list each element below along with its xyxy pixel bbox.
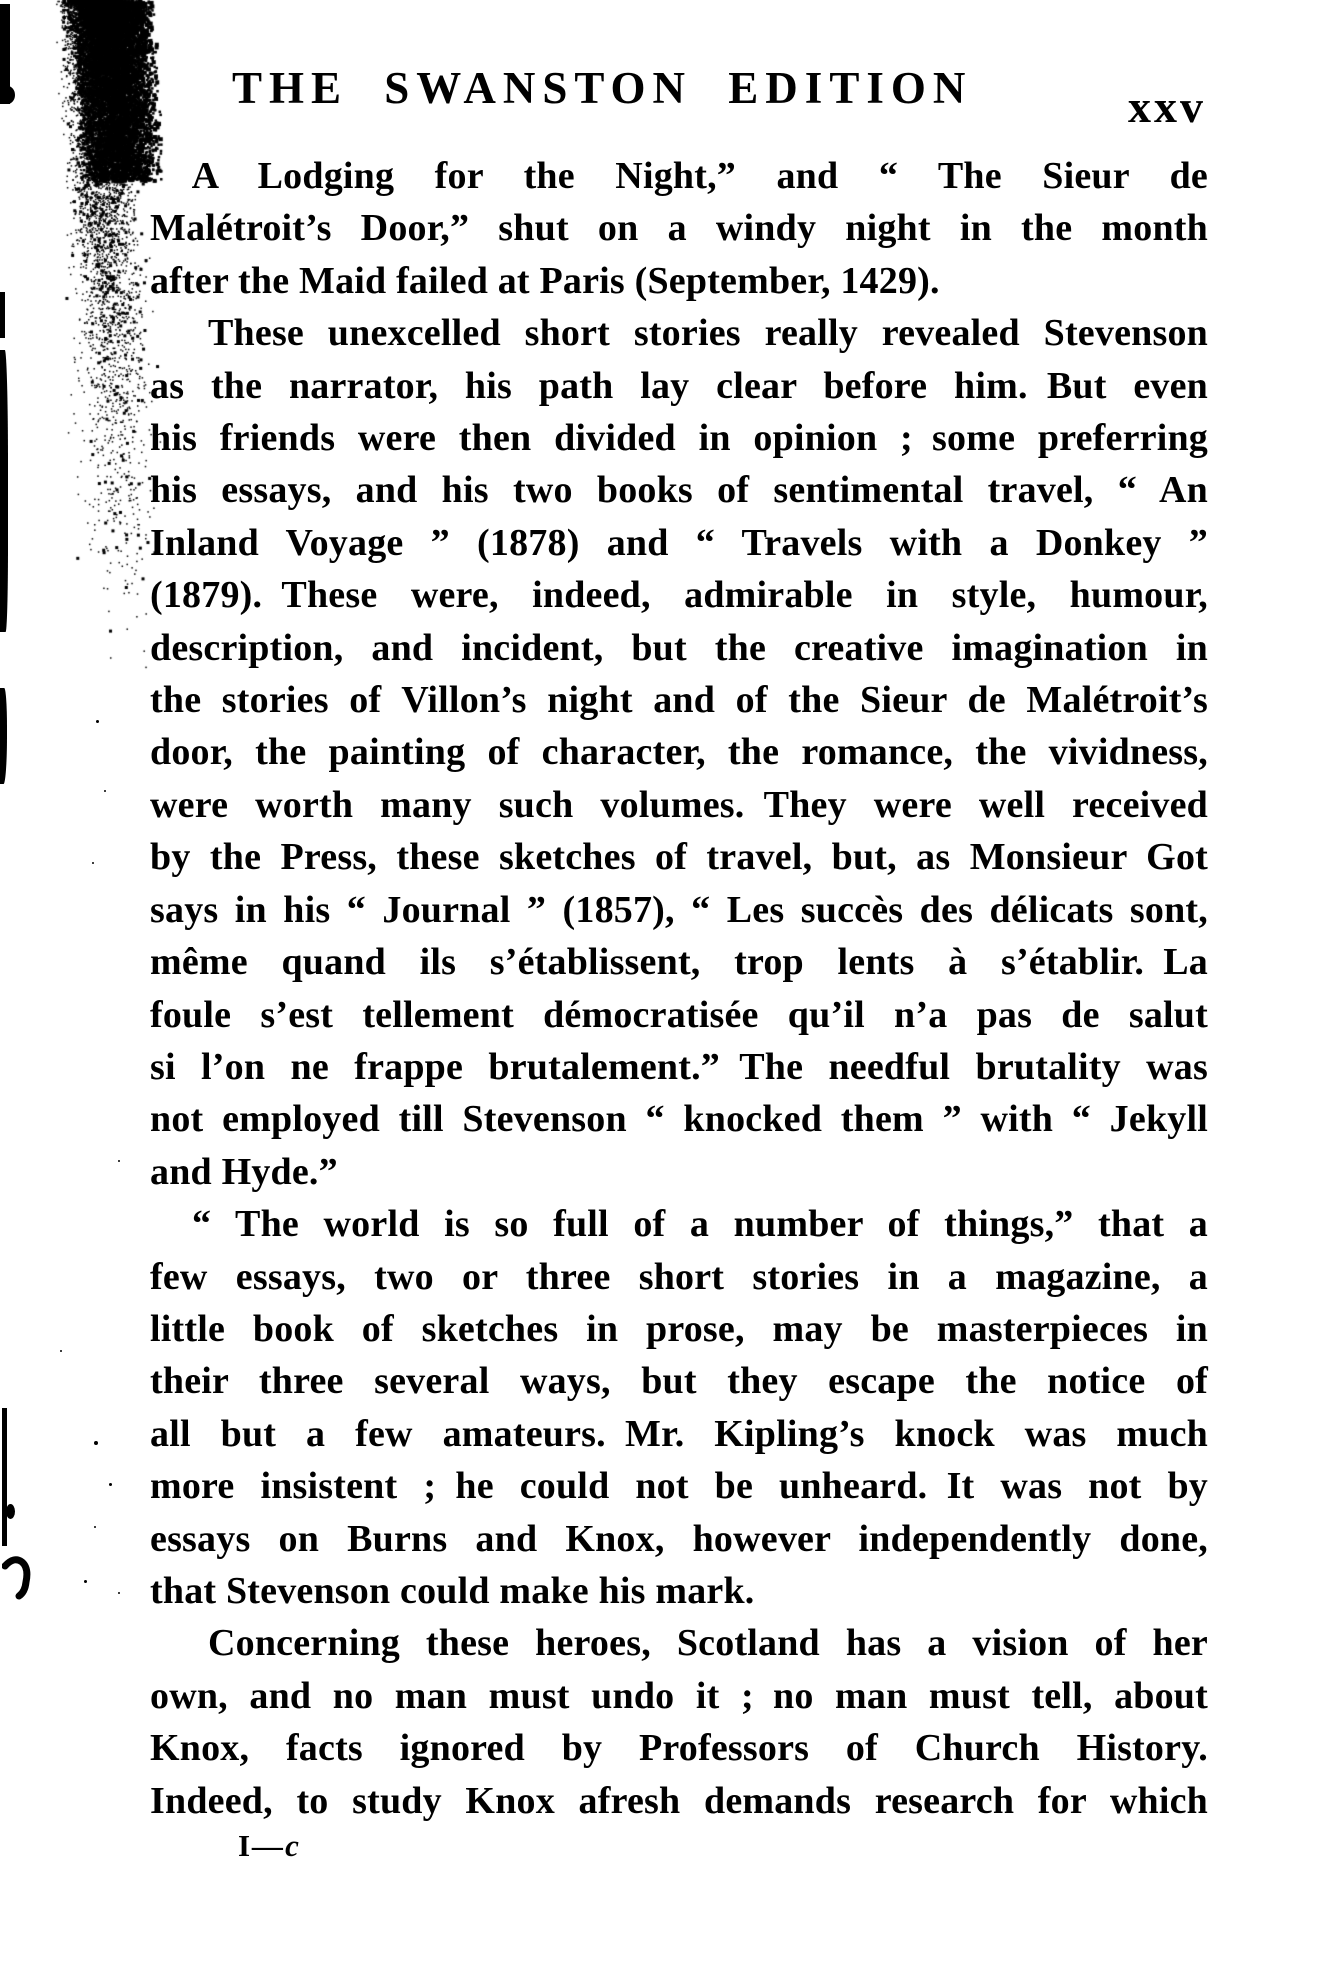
scan-speck — [96, 720, 99, 723]
text-line: Knox, facts ignored by Professors of Church History. — [150, 1727, 1208, 1770]
text-line: all but a few amateurs. Mr. Kipling’s knock was much — [150, 1412, 1208, 1455]
scan-artifact-bar — [2, 1526, 7, 1546]
scan-artifact-bar — [0, 292, 5, 338]
scan-artifact-bar — [0, 688, 7, 784]
text-line: description, and incident, but the creative imagination in — [150, 626, 1208, 669]
text-line: his essays, and his two books of sentimental travel, “ An — [150, 469, 1208, 512]
gathering-mark: —c — [252, 1828, 301, 1863]
text-line: not employed till Stevenson “ knocked them ” with “ Jekyll — [150, 1098, 1208, 1141]
text-line: their three several ways, but they escape the notice of — [150, 1360, 1208, 1403]
text-line: little book of sketches in prose, may be masterpieces in — [150, 1307, 1208, 1350]
text-line: and Hyde.” — [150, 1150, 338, 1193]
scan-artifact-bar — [0, 86, 15, 104]
text-line: foule s’est tellement démocratisée qu’il n’a pas de salut — [150, 993, 1208, 1036]
text-line: These unexcelled short stories really revealed Stevenson — [208, 312, 1208, 355]
text-line: Malétroit’s Door,” shut on a windy night in the month — [150, 207, 1208, 250]
text-line: more insistent ; he could not be unheard. It was not by — [150, 1465, 1208, 1508]
text-line: si l’on ne frappe brutalement.” The needful brutality was — [150, 1045, 1208, 1088]
scan-speck — [118, 1592, 120, 1594]
scan-artifact-blob — [6, 1504, 15, 1519]
text-line: Concerning these heroes, Scotland has a vision of her — [208, 1622, 1208, 1665]
text-line: Indeed, to study Knox afresh demands research for which — [150, 1779, 1208, 1822]
scan-artifact-bar — [0, 350, 8, 632]
text-line: essays on Burns and Knox, however independently done, — [150, 1517, 1208, 1560]
scan-speck — [94, 1441, 98, 1445]
text-line: Inland Voyage ” (1878) and “ Travels with a Donkey ” — [150, 521, 1208, 564]
scan-speck — [104, 790, 106, 792]
page-number: xxv — [1128, 81, 1206, 132]
text-line: were worth many such volumes. They were well received — [150, 783, 1208, 826]
text-line: door, the painting of character, the romance, the vividness, — [150, 731, 1208, 774]
scan-artifact-hook — [2, 1554, 32, 1600]
text-line: by the Press, these sketches of travel, but, as Monsieur Got — [150, 836, 1208, 879]
text-block — [134, 150, 1208, 1827]
text-line: own, and no man must undo it ; no man must tell, about — [150, 1674, 1208, 1717]
text-line: few essays, two or three short stories in a magazine, a — [150, 1255, 1208, 1298]
page-title: THE SWANSTON EDITION — [232, 63, 973, 113]
text-line: his friends were then divided in opinion ; some preferring — [150, 417, 1208, 460]
scan-speck — [92, 862, 94, 864]
text-line: “ A Lodging for the Night,” and “ The Sieur de — [134, 155, 1208, 197]
text-line: (1879). These were, indeed, admirable in style, humour, — [150, 574, 1208, 617]
text-line: as the narrator, his path lay clear before him. But even — [150, 364, 1208, 407]
text-line: “ The world is so full of a number of things,” that a — [192, 1203, 1208, 1246]
text-line: after the Maid failed at Paris (September, 1429). — [150, 259, 940, 302]
scan-speck — [109, 1483, 112, 1486]
text-line: says in his “ Journal ” (1857), “ Les succès des délicats sont, — [150, 888, 1208, 931]
scan-speck — [94, 1526, 96, 1528]
text-line: même quand ils s’établissent, trop lents à s’établir. La — [150, 941, 1208, 984]
signature-mark — [238, 1828, 301, 1864]
text-line: that Stevenson could make his mark. — [150, 1569, 755, 1612]
volume-mark: I — [238, 1828, 253, 1863]
scan-speck — [60, 1350, 62, 1352]
scan-speck — [118, 1160, 120, 1162]
text-line: the stories of Villon’s night and of the Sieur de Malétroit’s — [150, 679, 1208, 722]
scan-speck — [84, 1580, 87, 1583]
